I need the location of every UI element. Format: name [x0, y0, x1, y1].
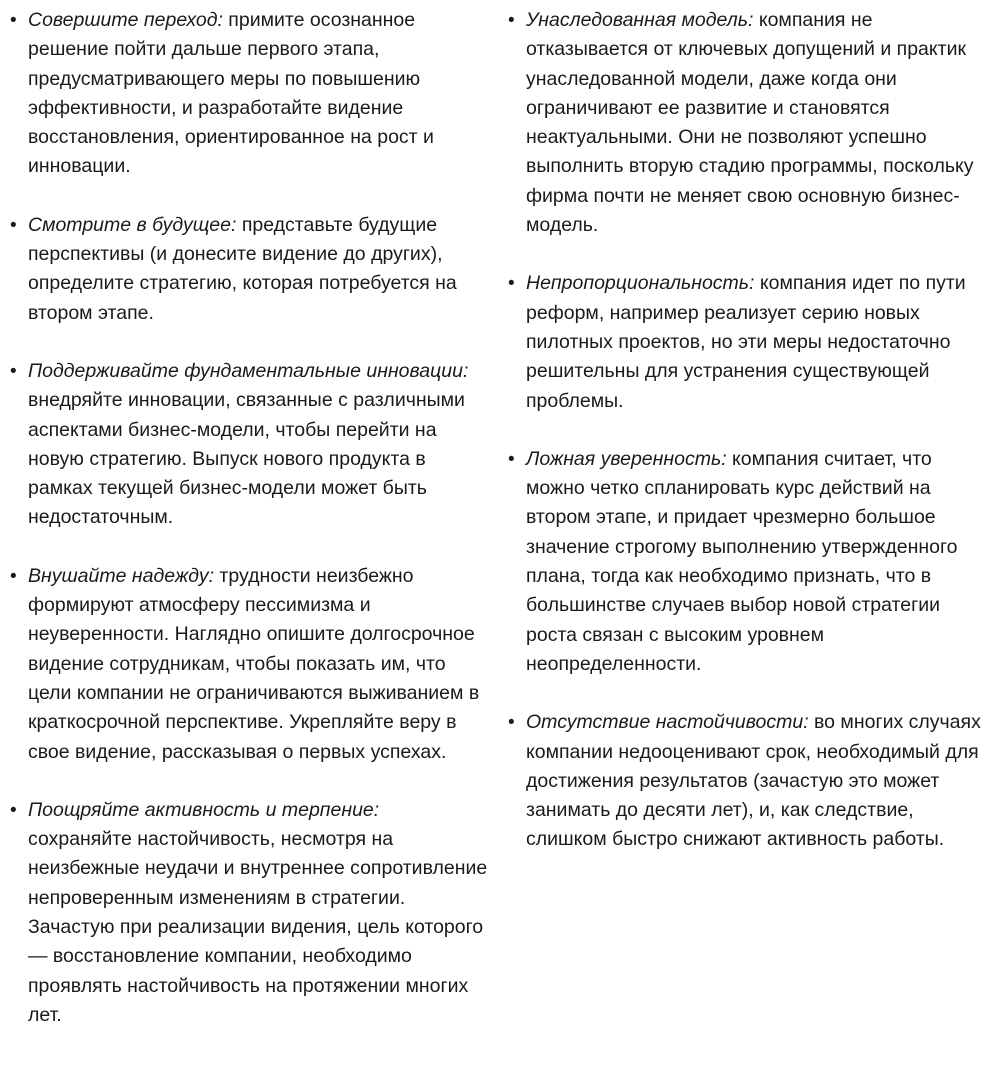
list-item: [10, 357, 488, 533]
item-term: Смотрите в будущее:: [28, 213, 237, 236]
list-item: [508, 708, 986, 854]
bullet-icon: •: [508, 273, 515, 295]
list-item: [508, 6, 986, 240]
right-column: [508, 6, 986, 884]
list-item: [10, 211, 488, 328]
list-item: [508, 269, 986, 415]
item-text: во многих случаях компании недооценивают срок, необходимый для достижения результатов (зачастую это может занимать до десяти лет), и, как следствие, слишком быстро снижают активность работы.: [526, 711, 981, 851]
list-item: [10, 796, 488, 1030]
item-text: компания идет по пути реформ, например реализует серию новых пилотных проектов, но эти меры недостаточно решительны для устранения существующей проблемы.: [526, 272, 966, 412]
bullet-icon: •: [10, 214, 17, 236]
bullet-icon: •: [10, 360, 17, 382]
item-text: сохраняйте настойчивость, несмотря на неизбежные неудачи и внутреннее сопротивление непроверенным изменениям в стратегии. Зачастую при реализации видения, цель которого — восстановление компании, необходимо проявлять настойчивость на протяжении многих лет.: [28, 828, 488, 1026]
item-term: Совершите переход:: [28, 9, 223, 31]
list-item: [10, 6, 488, 182]
item-term: Поощряйте активность и терпение:: [28, 798, 380, 821]
bullet-icon: •: [508, 10, 515, 31]
item-text: внедряйте инновации, связанные с различными аспектами бизнес-модели, чтобы перейти на новую стратегию. Выпуск нового продукта в рамках текущей бизнес-модели может быть недостаточным.: [28, 389, 465, 529]
bullet-icon: •: [10, 565, 17, 587]
left-column: [10, 6, 488, 1059]
item-text: компания считает, что можно четко спланировать курс действий на втором этапе, и придает чрезмерно большое значение строгому выполнению утвержденного плана, тогда как необходимо признать, что в большинстве случаев выбор новой стратегии роста связан с высоким уровнем неопределенности.: [526, 447, 958, 675]
item-term: Отсутствие настойчивости:: [526, 711, 809, 734]
bullet-icon: •: [508, 448, 515, 470]
bullet-icon: •: [10, 10, 17, 31]
item-term: Непропорциональность:: [526, 272, 755, 295]
list-item: [508, 445, 986, 679]
list-item: [10, 562, 488, 767]
item-text: представьте будущие перспективы (и донесите видение до других), определите стратегию, которая потребуется на втором этапе.: [28, 213, 457, 324]
item-term: Унаследованная модель:: [526, 9, 754, 31]
item-term: Ложная уверенность:: [526, 447, 727, 470]
item-term: Внушайте надежду:: [28, 564, 214, 587]
item-term: Поддерживайте фундаментальные инновации:: [28, 359, 469, 382]
bullet-icon: •: [10, 799, 17, 821]
item-text: примите осознанное решение пойти дальше первого этапа, предусматривающего меры по повышению эффективности, и разработайте видение восстановления, ориентированное на рост и инновации.: [28, 9, 434, 178]
item-text: компания не отказывается от ключевых допущений и практик унаследованной модели, даже когда они ограничивают ее развитие и становятся неактуальными. Они не позволяют успешно выполнить вторую стадию программы, поскольку фирма почти не меняет свою основную бизнес-модель.: [526, 9, 974, 237]
item-text: трудности неизбежно формируют атмосферу пессимизма и неуверенности. Наглядно опишите долгосрочное видение сотрудникам, чтобы показать им, что цели компании не ограничиваются выживанием в краткосрочной перспективе. Укрепляйте веру в свое видение, рассказывая о первых успехах.: [28, 564, 480, 763]
bullet-icon: •: [508, 712, 515, 734]
